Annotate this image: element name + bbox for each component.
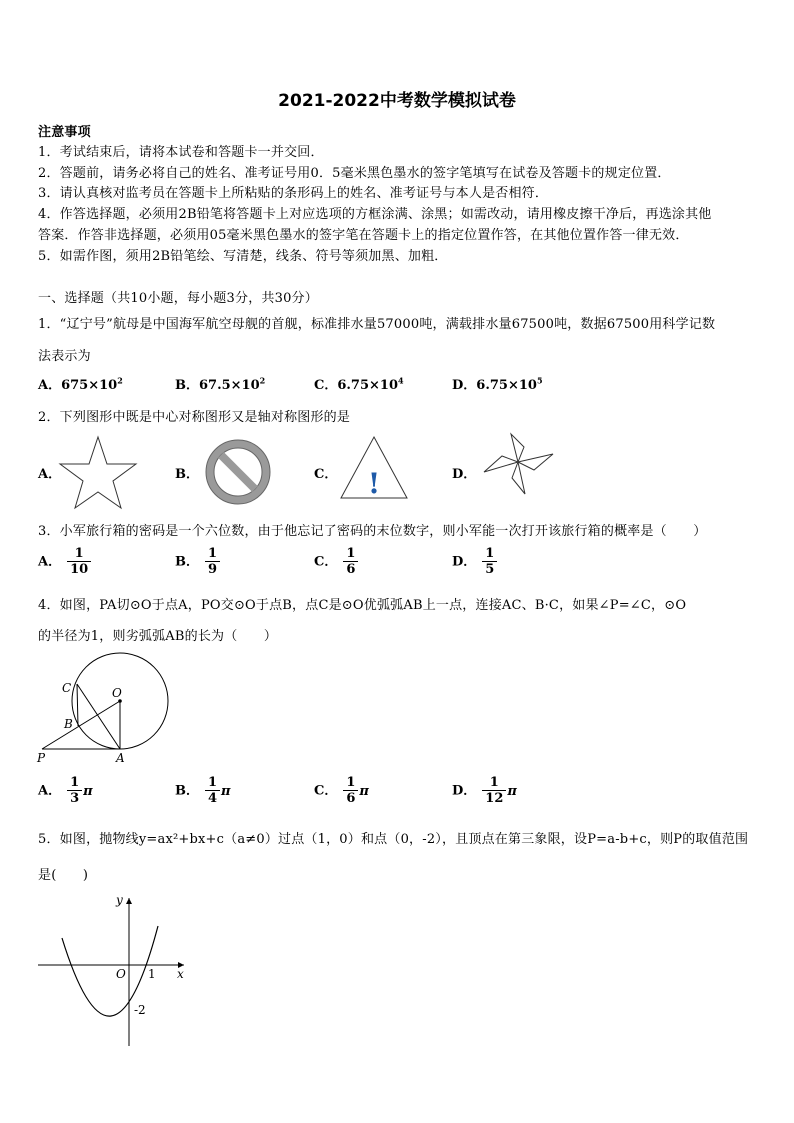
q2-option-d-label: D． <box>452 467 477 482</box>
notice-item-4-cont: 答案．作答非选择题，必须用05毫米黑色墨水的签字笔在答题卡上的指定位置作答，在其他位置作答一律无效． <box>38 228 689 243</box>
q1-option-a: A．$675\times 10^2$ <box>38 375 123 393</box>
q1-option-b: B．$67.5\times 10^2$ <box>175 375 266 393</box>
q4-option-d: D． $\frac{1}{12}$ π <box>452 775 517 806</box>
q3-option-c: C． $\frac{1}{6}$ <box>314 547 358 577</box>
q3-option-b: B． $\frac{1}{9}$ <box>175 547 220 577</box>
point-p-label: P <box>37 751 46 765</box>
notice-item-1: 1．考试结束后，请将本试卷和答题卡一并交回． <box>38 145 324 160</box>
q4-stem-cont: 的半径为1，则劣弧弧AB的长为（ ） <box>38 629 278 644</box>
point-o-label: O <box>112 686 122 700</box>
exclamation-icon: ! <box>367 467 381 500</box>
point-c-label: C <box>62 681 72 695</box>
x-axis-label: x <box>177 967 184 981</box>
notice-item-5: 5．如需作图，须用2B铅笔绘、写清楚，线条、符号等须加黑、加粗． <box>38 249 448 264</box>
point-a-label: A <box>116 751 125 765</box>
notice-item-3: 3．请认真核对监考员在答题卡上所粘贴的条形码上的姓名、准考证号与本人是否相符． <box>38 186 549 201</box>
q4-option-b: B． $\frac{1}{4}$ π <box>175 775 231 806</box>
q4-circle-tangent-figure <box>34 652 174 768</box>
x-intercept-label: 1 <box>148 967 156 981</box>
q2-option-a-label: A． <box>38 467 62 482</box>
y-intercept-label: -2 <box>134 1003 146 1017</box>
notice-item-4: 4．作答选择题，必须用2B铅笔将答题卡上对应选项的方框涂满、涂黑；如需改动，请用橡皮擦干净后，再选涂其他 <box>38 207 712 222</box>
q5-parabola-figure <box>34 888 194 1050</box>
q2-option-b-label: B． <box>175 467 199 482</box>
q4-option-c: C． $\frac{1}{6}$ π <box>314 775 369 806</box>
pinwheel-figure <box>478 432 560 496</box>
q3-option-a: A． $\frac{1}{10}$ <box>38 547 91 577</box>
q1-option-c: C．$6.75\times 10^4$ <box>314 375 404 393</box>
q1-stem-cont: 法表示为 <box>38 349 91 364</box>
prohibition-sign-figure <box>202 436 274 508</box>
star-figure <box>58 434 140 510</box>
y-axis-label: y <box>116 893 123 907</box>
q3-option-d: D． $\frac{1}{5}$ <box>452 547 497 577</box>
warning-triangle-figure <box>338 434 410 502</box>
q2-option-c-label: C． <box>314 467 338 482</box>
q4-option-a: A． $\frac{1}{3}$ π <box>38 775 93 806</box>
q1-stem: 1．“辽宁号”航母是中国海军航空母舰的首舰，标准排水量57000吨，满载排水量67500吨，数据67500用科学记数 <box>38 317 716 332</box>
exam-title: 2021-2022中考数学模拟试卷 <box>278 91 516 111</box>
notice-heading: 注意事项 <box>38 125 91 140</box>
q1-option-d: D．$6.75\times 10^5$ <box>452 375 543 393</box>
notice-item-2: 2．答题前，请务必将自己的姓名、准考证号用0．5毫米黑色墨水的签字笔填写在试卷及答题卡的规定位置． <box>38 166 671 181</box>
q3-stem: 3．小军旅行箱的密码是一个六位数，由于他忘记了密码的末位数字，则小军能一次打开该旅行箱的概率是（ ） <box>38 524 707 539</box>
q2-stem: 2．下列图形中既是中心对称图形又是轴对称图形的是 <box>38 410 351 425</box>
q5-stem: 5．如图，抛物线y=ax²+bx+c（a≠0）过点（1，0）和点（0，-2），且顶点在第三象限，设P=a-b+c，则P的取值范围 <box>38 832 749 847</box>
q4-stem: 4．如图，PA切⊙O于点A，PO交⊙O于点B，点C是⊙O优弧弧AB上一点，连接AC、B·C，如果∠P=∠C，⊙O <box>38 598 687 613</box>
origin-label: O <box>116 967 126 981</box>
q5-stem-cont: 是( ) <box>38 868 89 883</box>
section-heading: 一、选择题（共10小题，每小题3分，共30分） <box>38 291 318 306</box>
point-b-label: B <box>64 717 73 731</box>
